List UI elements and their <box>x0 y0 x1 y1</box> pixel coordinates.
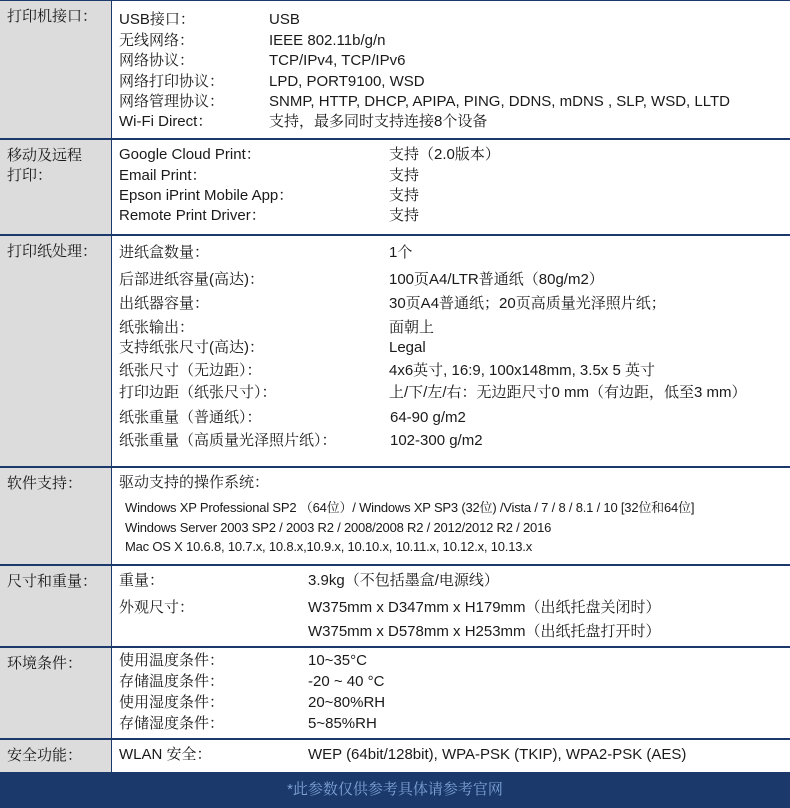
spec-key: 使用湿度条件： <box>119 694 225 711</box>
os-heading: 驱动支持的操作系统： <box>119 474 270 491</box>
spec-value: WEP (64bit/128bit), WPA-PSK (TKIP), WPA2-PSK (AES) <box>308 746 687 763</box>
spec-value: LPD, PORT9100, WSD <box>269 73 425 90</box>
spec-value: 20~80%RH <box>308 694 386 711</box>
spec-value: USB <box>269 11 300 28</box>
section-body <box>113 648 790 738</box>
spec-value: IEEE 802.11b/g/n <box>269 32 386 49</box>
section-security <box>0 740 790 772</box>
section-label: 移动及远程 打印： <box>0 140 112 234</box>
section-label: 尺寸和重量： <box>0 566 112 646</box>
spec-value: SNMP, HTTP, DHCP, APIPA, PING, DDNS, mDNS , SLP, WSD, LLTD <box>269 93 730 110</box>
section-label: 安全功能： <box>0 740 112 772</box>
spec-value: 102-300 g/m2 <box>390 432 483 449</box>
spec-key: 网络管理协议： <box>119 93 225 110</box>
spec-value: 支持 <box>389 167 420 184</box>
spec-key: 打印边距（纸张尺寸）： <box>119 384 277 401</box>
spec-value: Legal <box>389 339 426 356</box>
spec-key: 网络协议： <box>119 52 195 69</box>
spec-value: 支持 <box>389 187 420 204</box>
section-label: 环境条件： <box>0 648 112 738</box>
os-line: Mac OS X 10.6.8, 10.7.x, 10.8.x,10.9.x, 10.10.x, 10.11.x, 10.12.x, 10.13.x <box>125 539 532 554</box>
section-body <box>113 236 790 466</box>
spec-key: USB接口： <box>119 11 195 28</box>
spec-key: 纸张输出： <box>119 319 195 336</box>
spec-value: 4x6英寸, 16:9, 100x148mm, 3.5x 5 英寸 <box>389 362 655 379</box>
spec-value: 面朝上 <box>389 319 435 336</box>
spec-key: 存储湿度条件： <box>119 715 225 732</box>
disclaimer-footer: *此参数仅供参考具体请参考官网 <box>0 772 790 808</box>
spec-key: 后部进纸容量(高达)： <box>119 271 264 288</box>
section-body <box>113 468 790 564</box>
spec-value: W375mm x D578mm x H253mm（出纸托盘打开时） <box>308 623 661 640</box>
spec-value: 1个 <box>389 244 413 261</box>
spec-value: 3.9kg（不包括墨盒/电源线） <box>308 572 499 589</box>
spec-value: 10~35°C <box>308 652 367 669</box>
section-size-weight <box>0 566 790 648</box>
section-body <box>113 566 790 646</box>
spec-key: Email Print： <box>119 167 207 184</box>
spec-value: 100页A4/LTR普通纸（80g/m2） <box>389 271 604 288</box>
section-label: 软件支持： <box>0 468 112 564</box>
spec-value: TCP/IPv4, TCP/IPv6 <box>269 52 406 69</box>
spec-key: 支持纸张尺寸(高达)： <box>119 339 264 356</box>
os-line: Windows XP Professional SP2 （64位）/ Windows XP SP3 (32位) /Vista / 7 / 8 / 8.1 / 10 [32位和64位] <box>125 500 695 515</box>
spec-key: Google Cloud Print： <box>119 146 261 163</box>
spec-key: 重量： <box>119 572 165 589</box>
spec-value: 64-90 g/m2 <box>390 409 466 426</box>
spec-key: 存储温度条件： <box>119 673 225 690</box>
spec-value: 支持，最多同时支持连接8个设备 <box>269 113 488 130</box>
spec-value: -20 ~ 40 °C <box>308 673 385 690</box>
section-body <box>113 740 790 772</box>
spec-key: 出纸器容量： <box>119 295 210 312</box>
spec-value: 上/下/左/右：无边距尺寸0 mm（有边距，低至3 mm） <box>389 384 747 401</box>
spec-key: 外观尺寸： <box>119 599 195 616</box>
section-paper-handling <box>0 236 790 468</box>
section-body <box>113 140 790 234</box>
spec-key: 网络打印协议： <box>119 73 225 90</box>
spec-key: 纸张重量（普通纸）： <box>119 409 262 426</box>
spec-key: WLAN 安全： <box>119 746 212 763</box>
spec-key: 无线网络： <box>119 32 195 49</box>
spec-key: Epson iPrint Mobile App： <box>119 187 294 204</box>
section-mobile-print <box>0 140 790 236</box>
os-line: Windows Server 2003 SP2 / 2003 R2 / 2008/2008 R2 / 2012/2012 R2 / 2016 <box>125 520 552 535</box>
section-environment <box>0 648 790 740</box>
spec-key: Remote Print Driver： <box>119 207 266 224</box>
section-interface <box>0 0 790 140</box>
spec-key: 纸张重量（高质量光泽照片纸）： <box>119 432 337 449</box>
spec-value: 30页A4普通纸；20页高质量光泽照片纸； <box>389 295 666 312</box>
spec-key: 进纸盒数量： <box>119 244 210 261</box>
section-label: 打印机接口： <box>0 1 112 138</box>
spec-key: 纸张尺寸（无边距）： <box>119 362 262 379</box>
section-software <box>0 468 790 566</box>
spec-key: Wi-Fi Direct： <box>119 113 213 130</box>
spec-value: 5~85%RH <box>308 715 377 732</box>
spec-value: 支持（2.0版本） <box>389 146 500 163</box>
spec-value: 支持 <box>389 207 420 224</box>
section-body <box>113 1 790 138</box>
spec-value: W375mm x D347mm x H179mm（出纸托盘关闭时） <box>308 599 661 616</box>
spec-key: 使用温度条件： <box>119 652 225 669</box>
section-label: 打印纸处理： <box>0 236 112 466</box>
